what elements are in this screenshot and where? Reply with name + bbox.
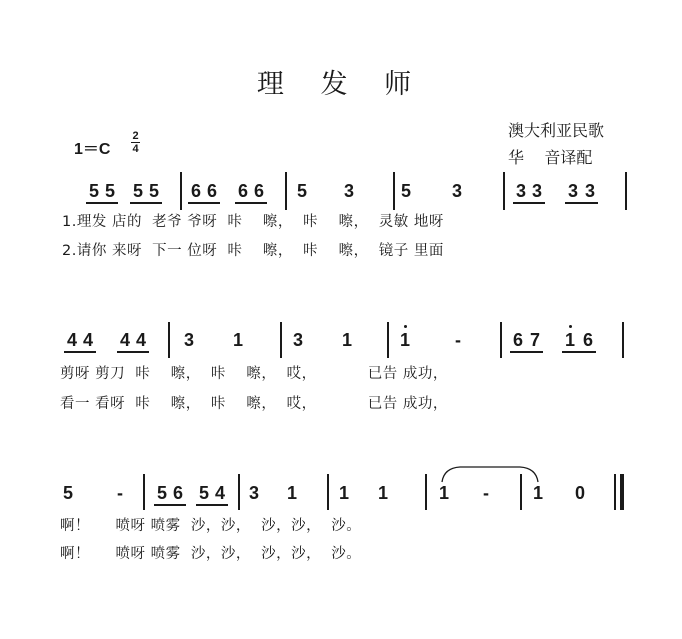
note: 1 [341, 330, 352, 350]
note: 3 [531, 181, 542, 201]
note: 3 [451, 181, 462, 201]
barline [238, 474, 240, 510]
note: 1 [286, 483, 297, 503]
note: 1 [232, 330, 243, 350]
eighth-underline [196, 504, 228, 506]
lyric-verse-1: 1.理发 店的 老爷 爷呀 咔 嚓， 咔 嚓， 灵敏 地呀 [62, 214, 444, 230]
note: 6 [172, 483, 183, 503]
dash: - [483, 483, 489, 503]
tie-arc [440, 464, 540, 484]
note: 6 [582, 330, 593, 350]
eighth-underline [86, 202, 118, 204]
note: 3 [515, 181, 526, 201]
composer-credit: 澳大利亚民歌 [508, 121, 605, 140]
note: 6 [206, 181, 217, 201]
note: 1 [532, 483, 543, 503]
barline [180, 172, 182, 210]
note: 3 [343, 181, 354, 201]
note: 4 [82, 330, 93, 350]
note: 6 [253, 181, 264, 201]
barline [168, 322, 170, 358]
eighth-underline [188, 202, 220, 204]
dash: - [455, 330, 461, 350]
eighth-underline [510, 351, 543, 353]
note: 6 [190, 181, 201, 201]
barline [622, 322, 624, 358]
dash: - [117, 483, 123, 503]
translator-credit: 华 音译配 [508, 148, 593, 167]
eighth-underline [565, 202, 598, 204]
barline [327, 474, 329, 510]
eighth-underline [235, 202, 267, 204]
note: 1 [399, 330, 410, 350]
time-signature [131, 131, 140, 154]
note: 0 [574, 483, 585, 503]
note: 1 [338, 483, 349, 503]
eighth-underline [513, 202, 545, 204]
note: 3 [584, 181, 595, 201]
page-title: 理 发 师 [256, 69, 426, 100]
final-barline-thin [614, 474, 616, 510]
high-octave-dot [569, 325, 572, 328]
note: 4 [214, 483, 225, 503]
barline [625, 172, 627, 210]
barline [143, 474, 145, 510]
note: 5 [132, 181, 143, 201]
note: 5 [148, 181, 159, 201]
barline [285, 172, 287, 210]
note: 5 [156, 483, 167, 503]
eighth-underline [64, 351, 96, 353]
barline [425, 474, 427, 510]
final-barline-thick [620, 474, 624, 510]
barline [280, 322, 282, 358]
note: 7 [529, 330, 540, 350]
key-signature: 1＝C [74, 141, 111, 158]
note: 1 [438, 483, 449, 503]
barline [387, 322, 389, 358]
barline [503, 172, 505, 210]
note: 4 [66, 330, 77, 350]
note: 1 [377, 483, 388, 503]
barline [393, 172, 395, 210]
lyric-verse-2: 啊！ 喷呀 喷雾 沙，沙， 沙，沙， 沙。 [60, 546, 362, 562]
note: 5 [104, 181, 115, 201]
note: 5 [198, 483, 209, 503]
eighth-underline [130, 202, 162, 204]
high-octave-dot [404, 325, 407, 328]
note: 3 [183, 330, 194, 350]
note: 5 [400, 181, 411, 201]
note: 5 [62, 483, 73, 503]
note: 6 [512, 330, 523, 350]
time-signature-bottom: 4 [132, 143, 139, 155]
note: 5 [296, 181, 307, 201]
eighth-underline [562, 351, 596, 353]
lyric-verse-1: 啊！ 喷呀 喷雾 沙，沙， 沙，沙， 沙。 [60, 518, 362, 534]
lyric-verse-2: 看一 看呀 咔 嚓， 咔 嚓， 哎， 已告 成功， [60, 396, 448, 412]
note: 4 [119, 330, 130, 350]
note: 3 [248, 483, 259, 503]
lyric-verse-1: 剪呀 剪刀 咔 嚓， 咔 嚓， 哎， 已告 成功， [60, 366, 448, 382]
note: 3 [567, 181, 578, 201]
time-signature-top: 2 [132, 130, 139, 142]
note: 1 [564, 330, 575, 350]
eighth-underline [117, 351, 149, 353]
note: 5 [88, 181, 99, 201]
note: 3 [292, 330, 303, 350]
barline [520, 474, 522, 510]
eighth-underline [154, 504, 186, 506]
note: 4 [135, 330, 146, 350]
lyric-verse-2: 2.请你 来呀 下一 位呀 咔 嚓， 咔 嚓， 镜子 里面 [62, 243, 444, 259]
note: 6 [237, 181, 248, 201]
barline [500, 322, 502, 358]
